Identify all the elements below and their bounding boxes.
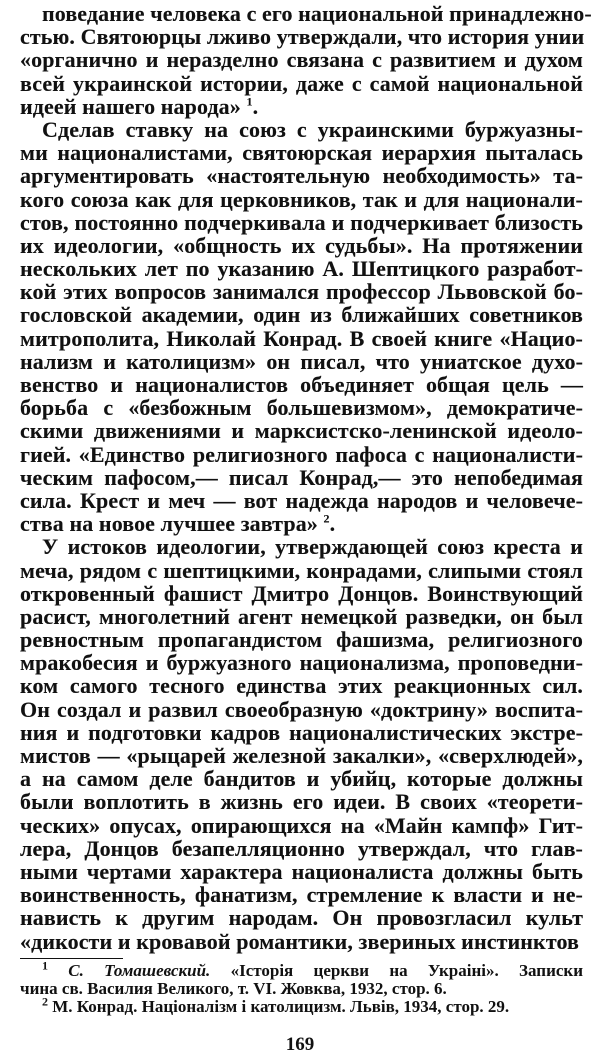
paragraph-2-line <box>20 257 583 280</box>
paragraph-2-line <box>20 466 583 489</box>
line-text: Сделав ставку на союз с украинскими буржуазны- <box>42 116 583 142</box>
paragraph-3-line <box>20 582 583 605</box>
paragraph-2-line <box>20 419 583 442</box>
line-text: стов, постоянно подчеркивала и подчеркивает близость <box>20 209 583 235</box>
paragraph-2-line <box>20 350 583 373</box>
paragraph-3-line <box>20 883 583 906</box>
line-text: лера, Донцов безапелляционно утверждал, что глав- <box>20 835 583 861</box>
footnote-reference[interactable]: 1 <box>246 94 253 109</box>
line-text: кого союза как для церковников, так и для национали- <box>20 186 583 212</box>
line-tail: . <box>252 93 259 119</box>
line-text: «дикости и кровавой романтики, звериных инстинктов <box>20 928 579 954</box>
line-tail: . <box>329 511 336 537</box>
paragraph-1-line <box>20 1 592 26</box>
paragraph-1-line <box>20 72 583 95</box>
line-text: кой этих вопросов занимался профессор Львовской бо- <box>20 279 583 305</box>
paragraph-3-line <box>20 860 583 883</box>
line-text: ческим пафосом,— писал Конрад,— это непобедимая <box>20 464 583 490</box>
line-text: мистов — «рыцарей железной закалки», «сверхлюдей», <box>20 743 583 768</box>
line-text: гией. «Единство религиозного пафоса с националисти- <box>20 441 583 467</box>
line-text: ческих» опусах, опирающихся на «Майн кампф» Гит- <box>20 812 583 838</box>
paragraph-3-line <box>20 721 583 744</box>
paragraph-3-line <box>20 767 583 790</box>
line-text: воинственность, фанатизм, стремление к власти и не- <box>20 882 583 908</box>
line-text: расист, многолетний агент немецкой разведки, он был <box>20 603 583 629</box>
line-text: поведание человека с его национальной принадлежно- <box>42 1 592 26</box>
paragraph-3-line <box>20 628 583 651</box>
line-text: ревностным пропагандистом фашизма, религиозного <box>20 627 583 653</box>
line-text: нализм и католицизм» он писал, что униатское духо- <box>20 348 583 374</box>
line-text: митрополита, Николай Конрад. В своей книге «Нацио- <box>20 325 583 351</box>
line-text: идеей нашего народа» <box>20 93 241 119</box>
footnote-2-text: М. Конрад. Націоналізм і католицизм. Львів, 1934, стор. 29. <box>52 997 510 1016</box>
line-text: были воплотить в жизнь его идеи. В своих «теорети- <box>20 789 583 815</box>
paragraph-2-line <box>20 164 583 187</box>
paragraph-3-line <box>20 535 583 558</box>
line-text: ми националистами, святоюрская иерархия пыталась <box>20 140 583 166</box>
paragraph-1-line <box>20 25 583 48</box>
paragraph-3-line <box>20 559 583 582</box>
paragraph-2-line <box>20 443 583 466</box>
line-text: всей украинской истории, даже с самой национальной <box>20 70 583 96</box>
footnotes <box>20 958 584 1016</box>
paragraph-3-line <box>20 837 583 860</box>
paragraph-3-line <box>20 744 583 767</box>
footnote-1-line-1 <box>20 958 584 980</box>
footnote-1-author: С. Томашевский. <box>68 961 211 980</box>
line-text: ства на новое лучшее завтра» <box>20 511 318 537</box>
body-text <box>20 1 592 954</box>
footnote-divider <box>20 958 123 959</box>
line-text: откровенный фашист Дмитро Донцов. Воинствующий <box>20 580 583 606</box>
paragraph-3-line <box>20 698 583 721</box>
line-text: ными чертами характера националиста должны быть <box>20 858 583 884</box>
footnote-1-title: «Історія церкви на Украіні». Записки <box>230 961 584 980</box>
paragraph-1-line <box>20 95 583 118</box>
footnote-2-number: 2 <box>42 994 48 1009</box>
paragraph-3-line <box>20 814 583 837</box>
paragraph-3-line <box>20 674 583 697</box>
line-text: борьба с «безбожным большевизмом», демократиче- <box>20 395 583 421</box>
line-text: а на самом деле бандитов и убийц, которые должны <box>20 766 583 792</box>
line-text: У истоков идеологии, утверждающей союз креста и <box>42 534 583 560</box>
line-text: скими движениями и марксистско-ленинской идеоло- <box>20 418 583 444</box>
line-text: меча, рядом с шептицкими, конрадами, слипыми стоял <box>20 557 583 583</box>
paragraph-2-line <box>20 234 583 257</box>
line-text: нескольких лет по указанию А. Шептицкого разработ- <box>20 256 583 282</box>
footnote-1-number: 1 <box>42 958 48 973</box>
paragraph-3-line <box>20 906 583 929</box>
footnote-2 <box>20 994 583 1016</box>
paragraph-3-line <box>20 790 583 813</box>
paragraph-2-line <box>20 188 583 211</box>
paragraph-2-line <box>20 141 583 164</box>
line-text: аргументировать «настоятельную необходимость» та- <box>20 163 583 189</box>
line-text: их идеологии, «общность их судьбы». На протяжении <box>20 232 583 258</box>
paragraph-2-line <box>20 396 583 419</box>
line-text: сила. Крест и меч — вот надежда народов и человече- <box>20 487 583 513</box>
paragraph-2-line <box>20 280 583 303</box>
paragraph-2-line <box>20 118 583 141</box>
paragraph-2-line <box>20 303 583 326</box>
line-text: ком самого тесного единства этих реакционных сил. <box>20 673 583 699</box>
footnote-reference[interactable]: 2 <box>323 511 330 526</box>
paragraph-1-line <box>20 48 583 71</box>
footnote-1-line-2: чина св. Василия Великого, т. VI. Жовква, 1932, стор. 6. <box>20 979 447 998</box>
line-text: стью. Святоюрцы лживо утверждали, что история унии <box>20 24 585 50</box>
page-number: 169 <box>285 1034 315 1055</box>
line-text: нависть к другим народам. Он провозгласил культ <box>20 905 583 931</box>
paragraph-2-line <box>20 512 583 535</box>
line-text: Он создал и развил своеобразную «доктрину» воспита- <box>20 696 583 722</box>
line-text: мракобесия и буржуазного национализма, проповедни- <box>20 650 583 676</box>
paragraph-3-line <box>20 930 583 953</box>
paragraph-3-line <box>20 651 583 674</box>
line-text: венство и националистов объединяет общая цель — <box>20 372 583 397</box>
line-text: ния и подготовки кадров националистических экстре- <box>20 719 583 745</box>
paragraph-2-line <box>20 489 583 512</box>
paragraph-3-line <box>20 605 583 628</box>
line-text: «органично и неразделно связана с развитием и духом <box>20 47 583 73</box>
line-text: гословской академии, один из ближайших советников <box>20 302 583 328</box>
paragraph-2-line <box>20 211 583 234</box>
paragraph-2-line <box>20 327 583 350</box>
paragraph-2-line <box>20 373 583 396</box>
